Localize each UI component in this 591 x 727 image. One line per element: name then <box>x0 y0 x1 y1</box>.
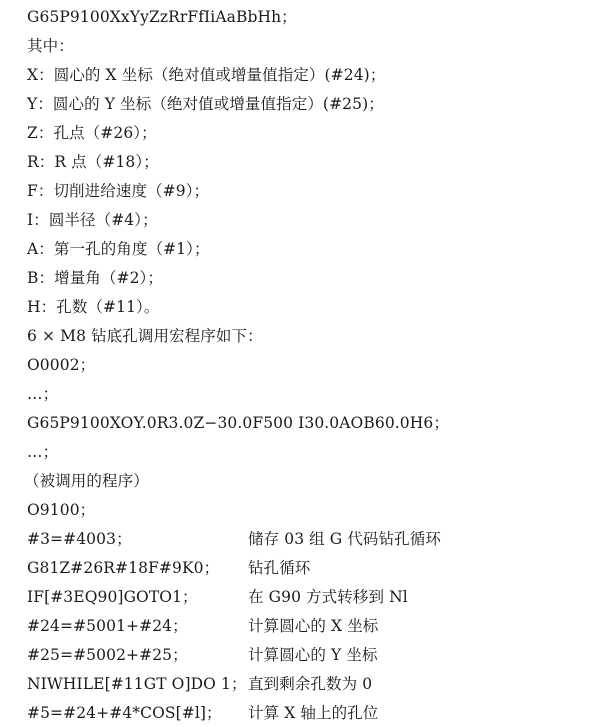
called-program-label: （被调用的程序） <box>24 472 149 490</box>
main-program-line: O0002； <box>27 356 96 374</box>
param-i: I：圆半径（#4）； <box>27 211 158 229</box>
comment-text: 计算 X 轴上的孔位 <box>248 704 379 722</box>
comment-text: 钻孔循环 <box>248 559 311 577</box>
code-text: G81Z#26R#18F#9K0； <box>27 559 220 577</box>
param-b: B：增量角（#2）； <box>27 269 163 287</box>
code-text: #5=#24+#4*COS[#l]； <box>27 704 222 722</box>
code-text: #24=#5001+#24； <box>27 617 188 635</box>
code-text: #25=#5002+#25； <box>27 646 188 664</box>
comment-text: 在 G90 方式转移到 Nl <box>248 588 408 606</box>
code-text: IF[#3EQ90]GOTO1； <box>27 588 198 606</box>
param-r: R：R 点（#18）； <box>27 153 159 171</box>
sub-program-name: O9100； <box>27 501 96 519</box>
comment-text: 计算圆心的 X 坐标 <box>248 617 379 635</box>
code-text: #3=#4003； <box>27 530 132 548</box>
param-a: A：第一孔的角度（#1）； <box>27 240 210 258</box>
param-y: Y：圆心的 Y 坐标（绝对值或增量值指定）(#25)； <box>27 95 384 113</box>
code-text: NIWHILE[#11GT O]DO 1； <box>27 675 247 693</box>
comment-text: 储存 03 组 G 代码钻孔循环 <box>248 530 441 548</box>
comment-text: 直到剩余孔数为 0 <box>248 675 373 693</box>
main-program-line: …； <box>27 385 59 403</box>
macro-call-format: G65P9100XxYyZzRrFfIiAaBbHh； <box>27 8 297 26</box>
param-z: Z：孔点（#26）； <box>27 124 157 142</box>
main-program-line: G65P9100XOY.0R3.0Z−30.0F500 I30.0AOB60.0H6； <box>27 414 449 432</box>
intro-text: 6 × M8 钻底孔调用宏程序如下： <box>27 327 263 345</box>
comment-text: 计算圆心的 Y 坐标 <box>248 646 378 664</box>
where-label: 其中： <box>27 37 74 55</box>
param-x: X：圆心的 X 坐标（绝对值或增量值指定）(#24)； <box>27 66 386 84</box>
param-f: F：切削进给速度（#9）； <box>27 182 210 200</box>
param-h: H：孔数（#11）。 <box>27 298 160 316</box>
main-program-line: …； <box>27 443 59 461</box>
